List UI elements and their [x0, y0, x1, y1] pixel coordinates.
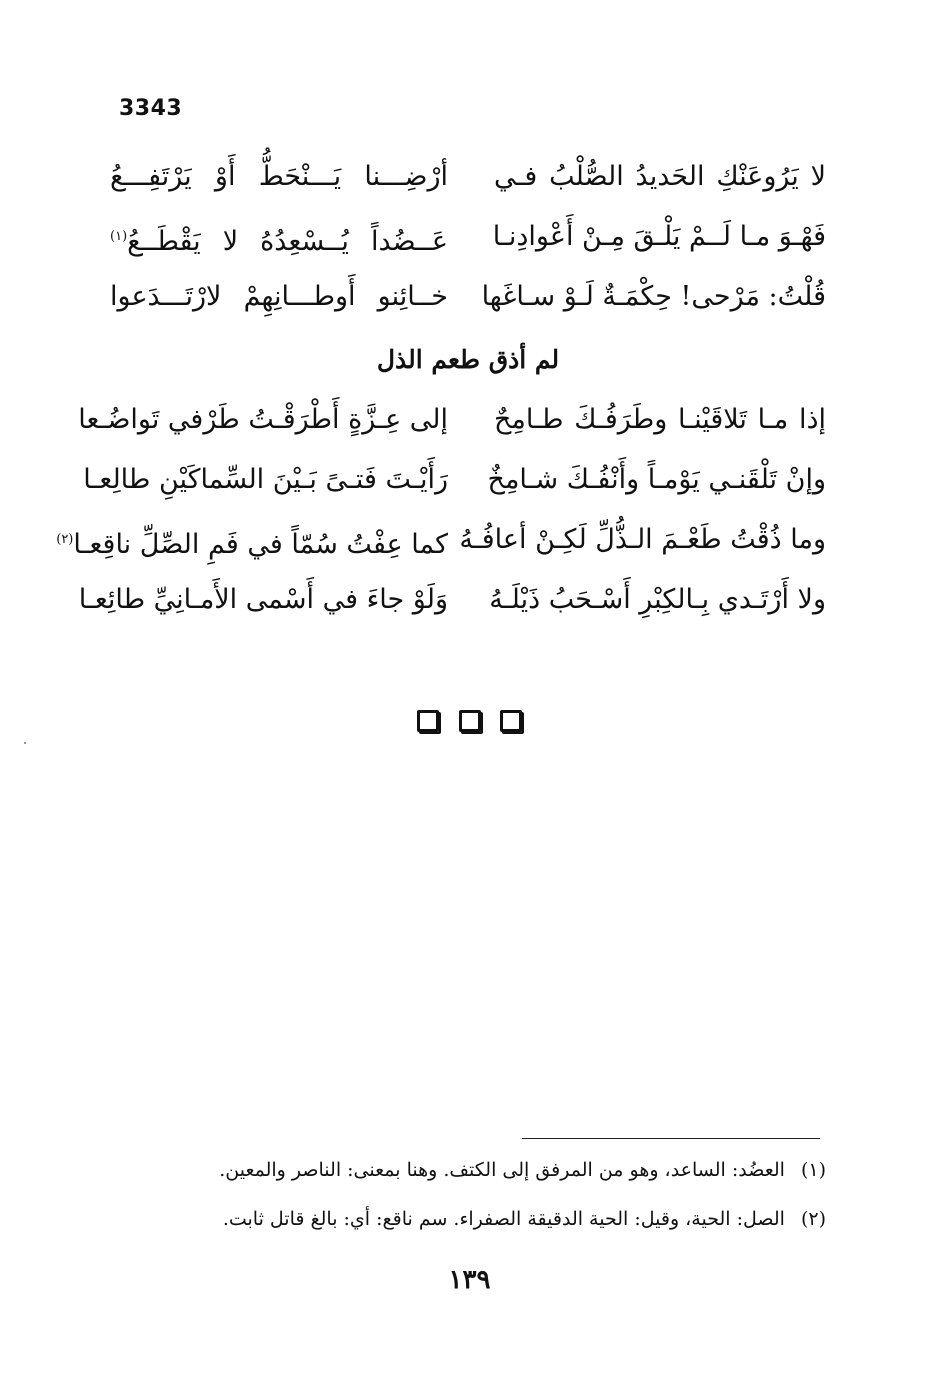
verse-second-hemistich: رَأَيْـتَ فَتـىً بَـيْنَ السِّماكَيْنِ طالِعـا	[83, 464, 448, 495]
footnote-ref-2: (٢)	[56, 532, 74, 547]
poem2-verse-2	[83, 455, 826, 505]
stray-mark	[24, 742, 26, 744]
poem-title: لم أذق طعم الذل	[376, 345, 560, 374]
verse-first-hemistich: وإنْ تَلْقَنـي يَوْمـاً وأَنْفُـكَ شـامِخٌ	[487, 464, 826, 495]
verse-second-hemistich	[56, 515, 448, 570]
verse-second-hemistich-text: عَــضُداً يُــسْعِدُهُ لا يَقْطَــعُ	[127, 226, 448, 257]
verse-second-hemistich: أرْضِـــنا يَـــنْحَطُّ أَوْ يَرْتَفِـــعُ	[110, 161, 448, 192]
verse-first-hemistich: لا يَرُوعَنْكِ الحَديدُ الصُّلْبُ فـي	[494, 161, 826, 192]
square-ornament-icon	[500, 710, 522, 732]
footnote-2	[110, 1201, 826, 1237]
footnote-1	[110, 1152, 826, 1188]
footnote-marker: (١)	[800, 1159, 826, 1181]
verse-first-hemistich: وما ذُقْتُ طَعْـمَ الـذُّلِّ لَكِـنْ أعافُـهُ	[459, 524, 826, 555]
verse-first-hemistich: ولا أَرْتَـدي بِـالكِبْرِ أَسْـحَبُ ذَيْلَـهُ	[489, 584, 826, 615]
page-number: ١٣٩	[448, 1265, 491, 1295]
verse-second-hemistich-text: كما عِفْتُ سُمّاً في فَمِ الصِّلِّ ناقِعـا	[73, 529, 448, 560]
poem2-verse-4	[78, 575, 826, 625]
poem1-verse-2	[110, 212, 826, 262]
poem1-verse-3	[110, 272, 826, 322]
verse-second-hemistich: خــائِنو أَوطـــانِهِمْ لارْتَـــدَعوا	[110, 281, 448, 312]
verse-second-hemistich	[110, 212, 448, 267]
verse-first-hemistich: قُلْتُ: مَرْحى! حِكْمَـةٌ لَـوْ سـاغَها	[481, 281, 826, 312]
verse-first-hemistich: فَهْـوَ مـا لَــمْ يَلْـقَ مِـنْ أَعْوادِنـا	[492, 221, 826, 252]
verse-second-hemistich: إلى عِـزَّةٍ أَطْرَقْـتُ طَرْفي تَواضُـعا	[78, 404, 448, 435]
poem2-verse-3	[56, 515, 826, 565]
verse-second-hemistich: وَلَوْ جاءَ في أَسْمى الأَمـانِيِّ طائِعـا	[78, 584, 448, 615]
footnote-divider	[522, 1138, 820, 1139]
poem2-verse-1	[78, 395, 826, 445]
footnote-ref-1: (١)	[110, 229, 128, 244]
footnote-marker: (٢)	[800, 1208, 826, 1230]
footnote-text: العضُد: الساعد، وهو من المرفق إلى الكتف. وهنا بمعنى: الناصر والمعين.	[219, 1159, 785, 1181]
section-separator	[0, 710, 939, 736]
square-ornament-icon	[459, 710, 481, 732]
verse-first-hemistich: إذا مـا تَلاقَيْنـا وطَرَفُـكَ طـامِحٌ	[494, 404, 826, 435]
footnote-text: الصل: الحية، وقيل: الحية الدقيقة الصفراء. سم ناقع: أي: بالغ قاتل ثابت.	[222, 1208, 785, 1230]
page-id: 3343	[119, 96, 183, 121]
poem1-verse-1	[110, 152, 826, 202]
square-ornament-icon	[417, 710, 439, 732]
